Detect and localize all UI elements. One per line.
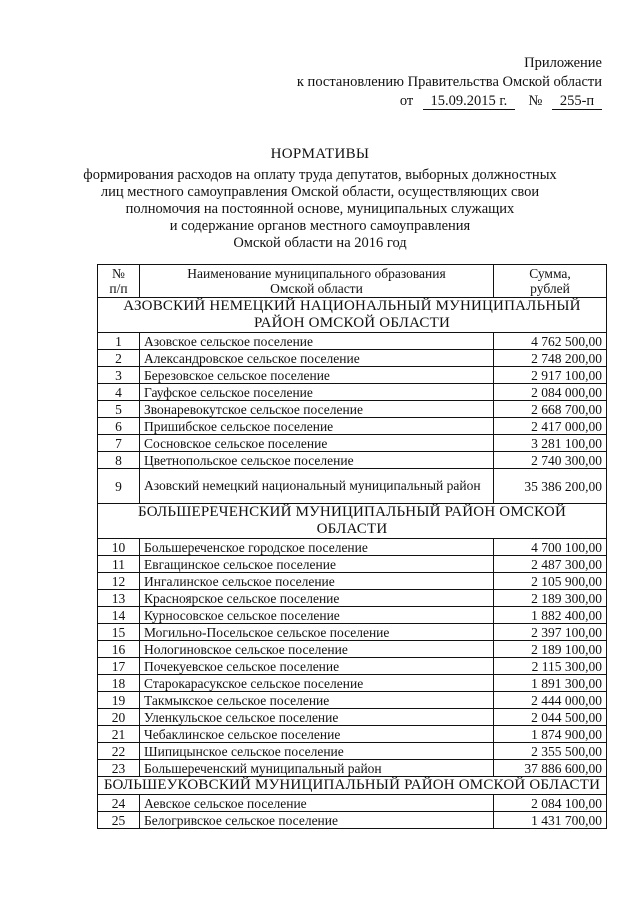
row-name: Большереченское городское поселение bbox=[140, 539, 494, 556]
row-number: 7 bbox=[98, 435, 140, 452]
row-sum: 2 105 900,00 bbox=[494, 573, 607, 590]
row-number: 13 bbox=[98, 590, 140, 607]
row-sum: 2 115 300,00 bbox=[494, 658, 607, 675]
row-sum: 35 386 200,00 bbox=[494, 469, 607, 504]
row-sum: 2 444 000,00 bbox=[494, 692, 607, 709]
row-name: Евгащинское сельское поселение bbox=[140, 556, 494, 573]
header-num-line2: п/п bbox=[109, 281, 128, 296]
table-row bbox=[98, 452, 607, 469]
header-sum-line2: рублей bbox=[530, 281, 570, 296]
table-row bbox=[98, 333, 607, 350]
table-row bbox=[98, 384, 607, 401]
row-number: 24 bbox=[98, 795, 140, 812]
section-header-row bbox=[98, 504, 607, 539]
appendix-label: Приложение bbox=[524, 55, 602, 71]
row-sum: 2 487 300,00 bbox=[494, 556, 607, 573]
row-number: 10 bbox=[98, 539, 140, 556]
title-heading: НОРМАТИВЫ bbox=[270, 146, 370, 162]
appendix-number-label: № bbox=[528, 93, 543, 109]
table-body bbox=[98, 298, 607, 829]
row-name: Звонаревокутское сельское поселение bbox=[140, 401, 494, 418]
table-row bbox=[98, 692, 607, 709]
row-sum: 1 882 400,00 bbox=[494, 607, 607, 624]
section-title: БОЛЬШЕРЕЧЕНСКИЙ МУНИЦИПАЛЬНЫЙ РАЙОН ОМСКОЙ ОБЛАСТИ bbox=[98, 504, 607, 539]
row-number: 21 bbox=[98, 726, 140, 743]
row-sum: 1 891 300,00 bbox=[494, 675, 607, 692]
row-number: 9 bbox=[98, 469, 140, 504]
row-number: 16 bbox=[98, 641, 140, 658]
row-number: 14 bbox=[98, 607, 140, 624]
row-name: Белогривское сельское поселение bbox=[140, 812, 494, 829]
row-sum: 2 917 100,00 bbox=[494, 367, 607, 384]
norms-table bbox=[97, 264, 607, 829]
table-header-row bbox=[98, 265, 607, 298]
row-number: 8 bbox=[98, 452, 140, 469]
row-sum: 37 886 600,00 bbox=[494, 760, 607, 777]
section-title: БОЛЬШЕУКОВСКИЙ МУНИЦИПАЛЬНЫЙ РАЙОН ОМСКОЙ ОБЛАСТИ bbox=[98, 777, 607, 795]
document-title bbox=[60, 146, 580, 252]
row-name: Уленкульское сельское поселение bbox=[140, 709, 494, 726]
row-number: 3 bbox=[98, 367, 140, 384]
appendix-from-label: от bbox=[399, 93, 414, 109]
table-row bbox=[98, 573, 607, 590]
table-row bbox=[98, 760, 607, 777]
table-row bbox=[98, 367, 607, 384]
table-row bbox=[98, 812, 607, 829]
section-header-row bbox=[98, 777, 607, 795]
title-line: Омской области на 2016 год bbox=[233, 235, 407, 251]
table-row bbox=[98, 607, 607, 624]
row-name: Пришибское сельское поселение bbox=[140, 418, 494, 435]
row-sum: 2 084 000,00 bbox=[494, 384, 607, 401]
table-row bbox=[98, 658, 607, 675]
appendix-date-line bbox=[242, 92, 602, 111]
row-number: 22 bbox=[98, 743, 140, 760]
row-sum: 4 762 500,00 bbox=[494, 333, 607, 350]
row-name: Аевское сельское поселение bbox=[140, 795, 494, 812]
row-sum: 2 044 500,00 bbox=[494, 709, 607, 726]
row-sum: 2 189 100,00 bbox=[494, 641, 607, 658]
row-name: Нологиновское сельское поселение bbox=[140, 641, 494, 658]
row-sum: 2 740 300,00 bbox=[494, 452, 607, 469]
row-number: 20 bbox=[98, 709, 140, 726]
row-sum: 2 084 100,00 bbox=[494, 795, 607, 812]
row-number: 23 bbox=[98, 760, 140, 777]
row-name: Ингалинское сельское поселение bbox=[140, 573, 494, 590]
header-name bbox=[140, 265, 494, 298]
title-line: формирования расходов на оплату труда депутатов, выборных должностных bbox=[83, 167, 557, 183]
row-name: Березовское сельское поселение bbox=[140, 367, 494, 384]
title-line: лиц местного самоуправления Омской области, осуществляющих свои bbox=[100, 184, 540, 200]
row-name: Красноярское сельское поселение bbox=[140, 590, 494, 607]
row-number: 15 bbox=[98, 624, 140, 641]
table-row bbox=[98, 743, 607, 760]
row-name: Гауфское сельское поселение bbox=[140, 384, 494, 401]
table-row bbox=[98, 641, 607, 658]
title-line: и содержание органов местного самоуправления bbox=[169, 218, 471, 234]
table-row bbox=[98, 435, 607, 452]
row-name: Курносовское сельское поселение bbox=[140, 607, 494, 624]
row-sum: 1 874 900,00 bbox=[494, 726, 607, 743]
row-sum: 4 700 100,00 bbox=[494, 539, 607, 556]
table-row bbox=[98, 590, 607, 607]
table-row bbox=[98, 418, 607, 435]
appendix-number: 255-п bbox=[552, 94, 602, 110]
row-number: 25 bbox=[98, 812, 140, 829]
row-name: Чебаклинское сельское поселение bbox=[140, 726, 494, 743]
appendix-date: 15.09.2015 г. bbox=[423, 94, 515, 110]
row-number: 6 bbox=[98, 418, 140, 435]
header-num bbox=[98, 265, 140, 298]
header-name-line1: Наименование муниципального образования bbox=[187, 266, 446, 281]
section-header-row bbox=[98, 298, 607, 333]
row-sum: 3 281 100,00 bbox=[494, 435, 607, 452]
table-row bbox=[98, 726, 607, 743]
table-row bbox=[98, 350, 607, 367]
title-line: полномочия на постоянной основе, муниципальных служащих bbox=[125, 201, 515, 217]
row-sum: 2 417 000,00 bbox=[494, 418, 607, 435]
row-name: Такмыкское сельское поселение bbox=[140, 692, 494, 709]
row-name: Большереченский муниципальный район bbox=[140, 760, 494, 777]
table-row bbox=[98, 795, 607, 812]
row-sum: 2 748 200,00 bbox=[494, 350, 607, 367]
appendix-resolution-ref: к постановлению Правительства Омской области bbox=[296, 74, 602, 90]
row-number: 2 bbox=[98, 350, 140, 367]
row-name: Азовский немецкий национальный муниципальный район bbox=[140, 469, 494, 504]
header-num-line1: № bbox=[112, 266, 125, 281]
row-sum: 2 397 100,00 bbox=[494, 624, 607, 641]
row-name: Почекуевское сельское поселение bbox=[140, 658, 494, 675]
row-number: 1 bbox=[98, 333, 140, 350]
header-sum bbox=[494, 265, 607, 298]
row-number: 5 bbox=[98, 401, 140, 418]
table-row bbox=[98, 539, 607, 556]
row-sum: 2 189 300,00 bbox=[494, 590, 607, 607]
row-sum: 2 668 700,00 bbox=[494, 401, 607, 418]
section-title: АЗОВСКИЙ НЕМЕЦКИЙ НАЦИОНАЛЬНЫЙ МУНИЦИПАЛЬНЫЙ РАЙОН ОМСКОЙ ОБЛАСТИ bbox=[98, 298, 607, 333]
row-name: Цветнопольское сельское поселение bbox=[140, 452, 494, 469]
row-number: 17 bbox=[98, 658, 140, 675]
table-row bbox=[98, 675, 607, 692]
appendix-block bbox=[242, 54, 602, 111]
table-row bbox=[98, 556, 607, 573]
table-row bbox=[98, 401, 607, 418]
row-name: Шипицынское сельское поселение bbox=[140, 743, 494, 760]
header-sum-line1: Сумма, bbox=[529, 266, 571, 281]
row-number: 18 bbox=[98, 675, 140, 692]
header-name-line2: Омской области bbox=[270, 281, 363, 296]
row-number: 4 bbox=[98, 384, 140, 401]
row-name: Александровское сельское поселение bbox=[140, 350, 494, 367]
row-sum: 2 355 500,00 bbox=[494, 743, 607, 760]
row-name: Сосновское сельское поселение bbox=[140, 435, 494, 452]
row-sum: 1 431 700,00 bbox=[494, 812, 607, 829]
row-name: Старокарасукское сельское поселение bbox=[140, 675, 494, 692]
row-number: 19 bbox=[98, 692, 140, 709]
table-row bbox=[98, 709, 607, 726]
row-name: Азовское сельское поселение bbox=[140, 333, 494, 350]
table-row bbox=[98, 469, 607, 504]
table-row bbox=[98, 624, 607, 641]
row-name: Могильно-Посельское сельское поселение bbox=[140, 624, 494, 641]
row-number: 12 bbox=[98, 573, 140, 590]
row-number: 11 bbox=[98, 556, 140, 573]
